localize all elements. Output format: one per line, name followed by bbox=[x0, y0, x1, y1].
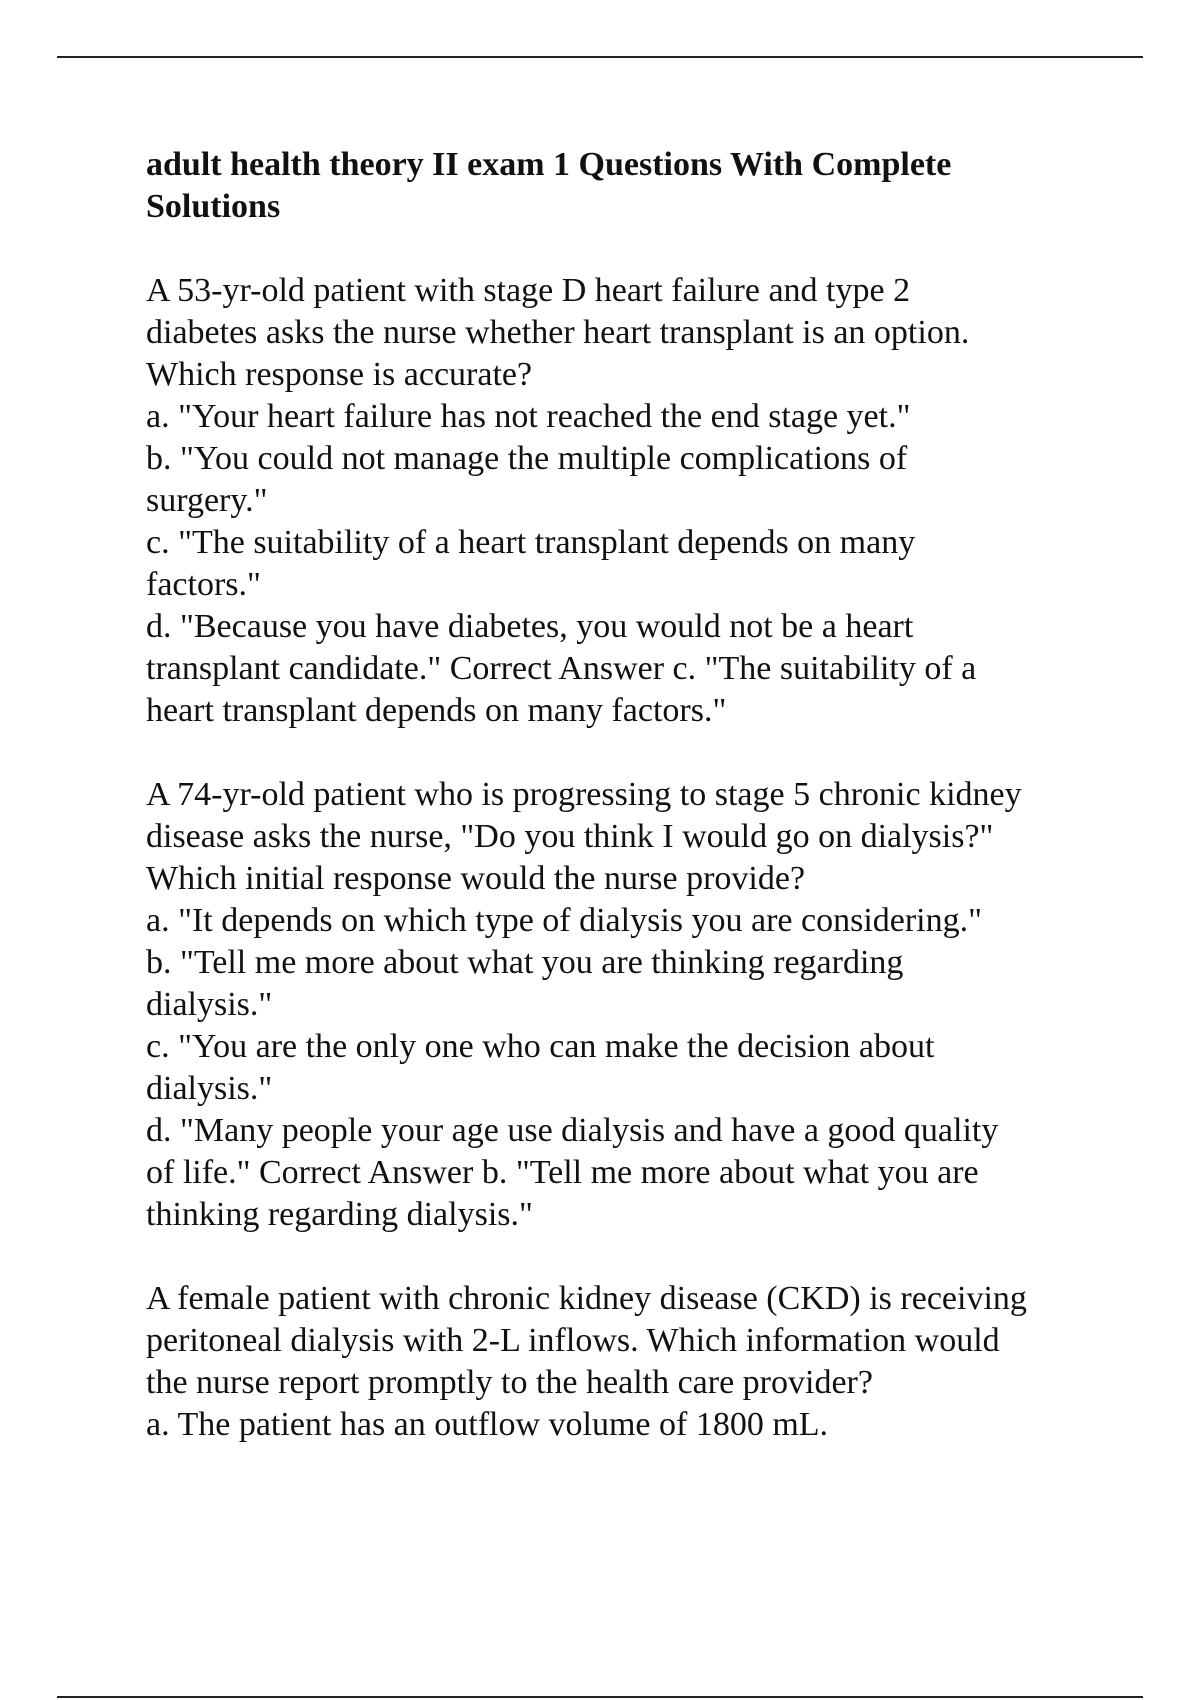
option-line: b. "You could not manage the multiple complications of bbox=[146, 440, 908, 477]
option-line: d. "Many people your age use dialysis and have a good quality bbox=[146, 1112, 999, 1149]
option-line: factors." bbox=[146, 566, 261, 603]
option-line: dialysis." bbox=[146, 986, 273, 1023]
header-rule bbox=[57, 56, 1143, 58]
document-title: adult health theory II exam 1 Questions With Complete Solutions bbox=[146, 146, 952, 225]
footer-rule bbox=[57, 1696, 1143, 1698]
question-line: A 74-yr-old patient who is progressing to stage 5 chronic kidney bbox=[146, 776, 1022, 813]
option-line: a. The patient has an outflow volume of 1800 mL. bbox=[146, 1406, 829, 1443]
question-line: peritoneal dialysis with 2-L inflows. Which information would bbox=[146, 1322, 1000, 1359]
answer-line: thinking regarding dialysis." bbox=[146, 1196, 533, 1233]
question-2 bbox=[146, 774, 1106, 1236]
question-3 bbox=[146, 1278, 1106, 1446]
option-line: b. "Tell me more about what you are thinking regarding bbox=[146, 944, 904, 981]
document-body bbox=[146, 144, 1106, 1488]
option-line: d. "Because you have diabetes, you would not be a heart bbox=[146, 608, 914, 645]
option-line: c. "The suitability of a heart transplant depends on many bbox=[146, 524, 916, 561]
question-1 bbox=[146, 270, 1106, 732]
option-line: surgery." bbox=[146, 482, 268, 519]
option-line: a. "It depends on which type of dialysis you are considering." bbox=[146, 902, 983, 939]
question-line: Which response is accurate? bbox=[146, 356, 533, 393]
question-line: A female patient with chronic kidney disease (CKD) is receiving bbox=[146, 1280, 1027, 1317]
answer-line: transplant candidate." Correct Answer c. "The suitability of a bbox=[146, 650, 977, 687]
option-line: a. "Your heart failure has not reached the end stage yet." bbox=[146, 398, 911, 435]
question-line: A 53-yr-old patient with stage D heart failure and type 2 bbox=[146, 272, 911, 309]
option-line: dialysis." bbox=[146, 1070, 273, 1107]
question-line: Which initial response would the nurse provide? bbox=[146, 860, 806, 897]
answer-line: heart transplant depends on many factors." bbox=[146, 692, 727, 729]
answer-line: of life." Correct Answer b. "Tell me more about what you are bbox=[146, 1154, 979, 1191]
question-line: diabetes asks the nurse whether heart transplant is an option. bbox=[146, 314, 970, 351]
question-line: disease asks the nurse, "Do you think I would go on dialysis?" bbox=[146, 818, 994, 855]
question-line: the nurse report promptly to the health care provider? bbox=[146, 1364, 873, 1401]
option-line: c. "You are the only one who can make the decision about bbox=[146, 1028, 935, 1065]
